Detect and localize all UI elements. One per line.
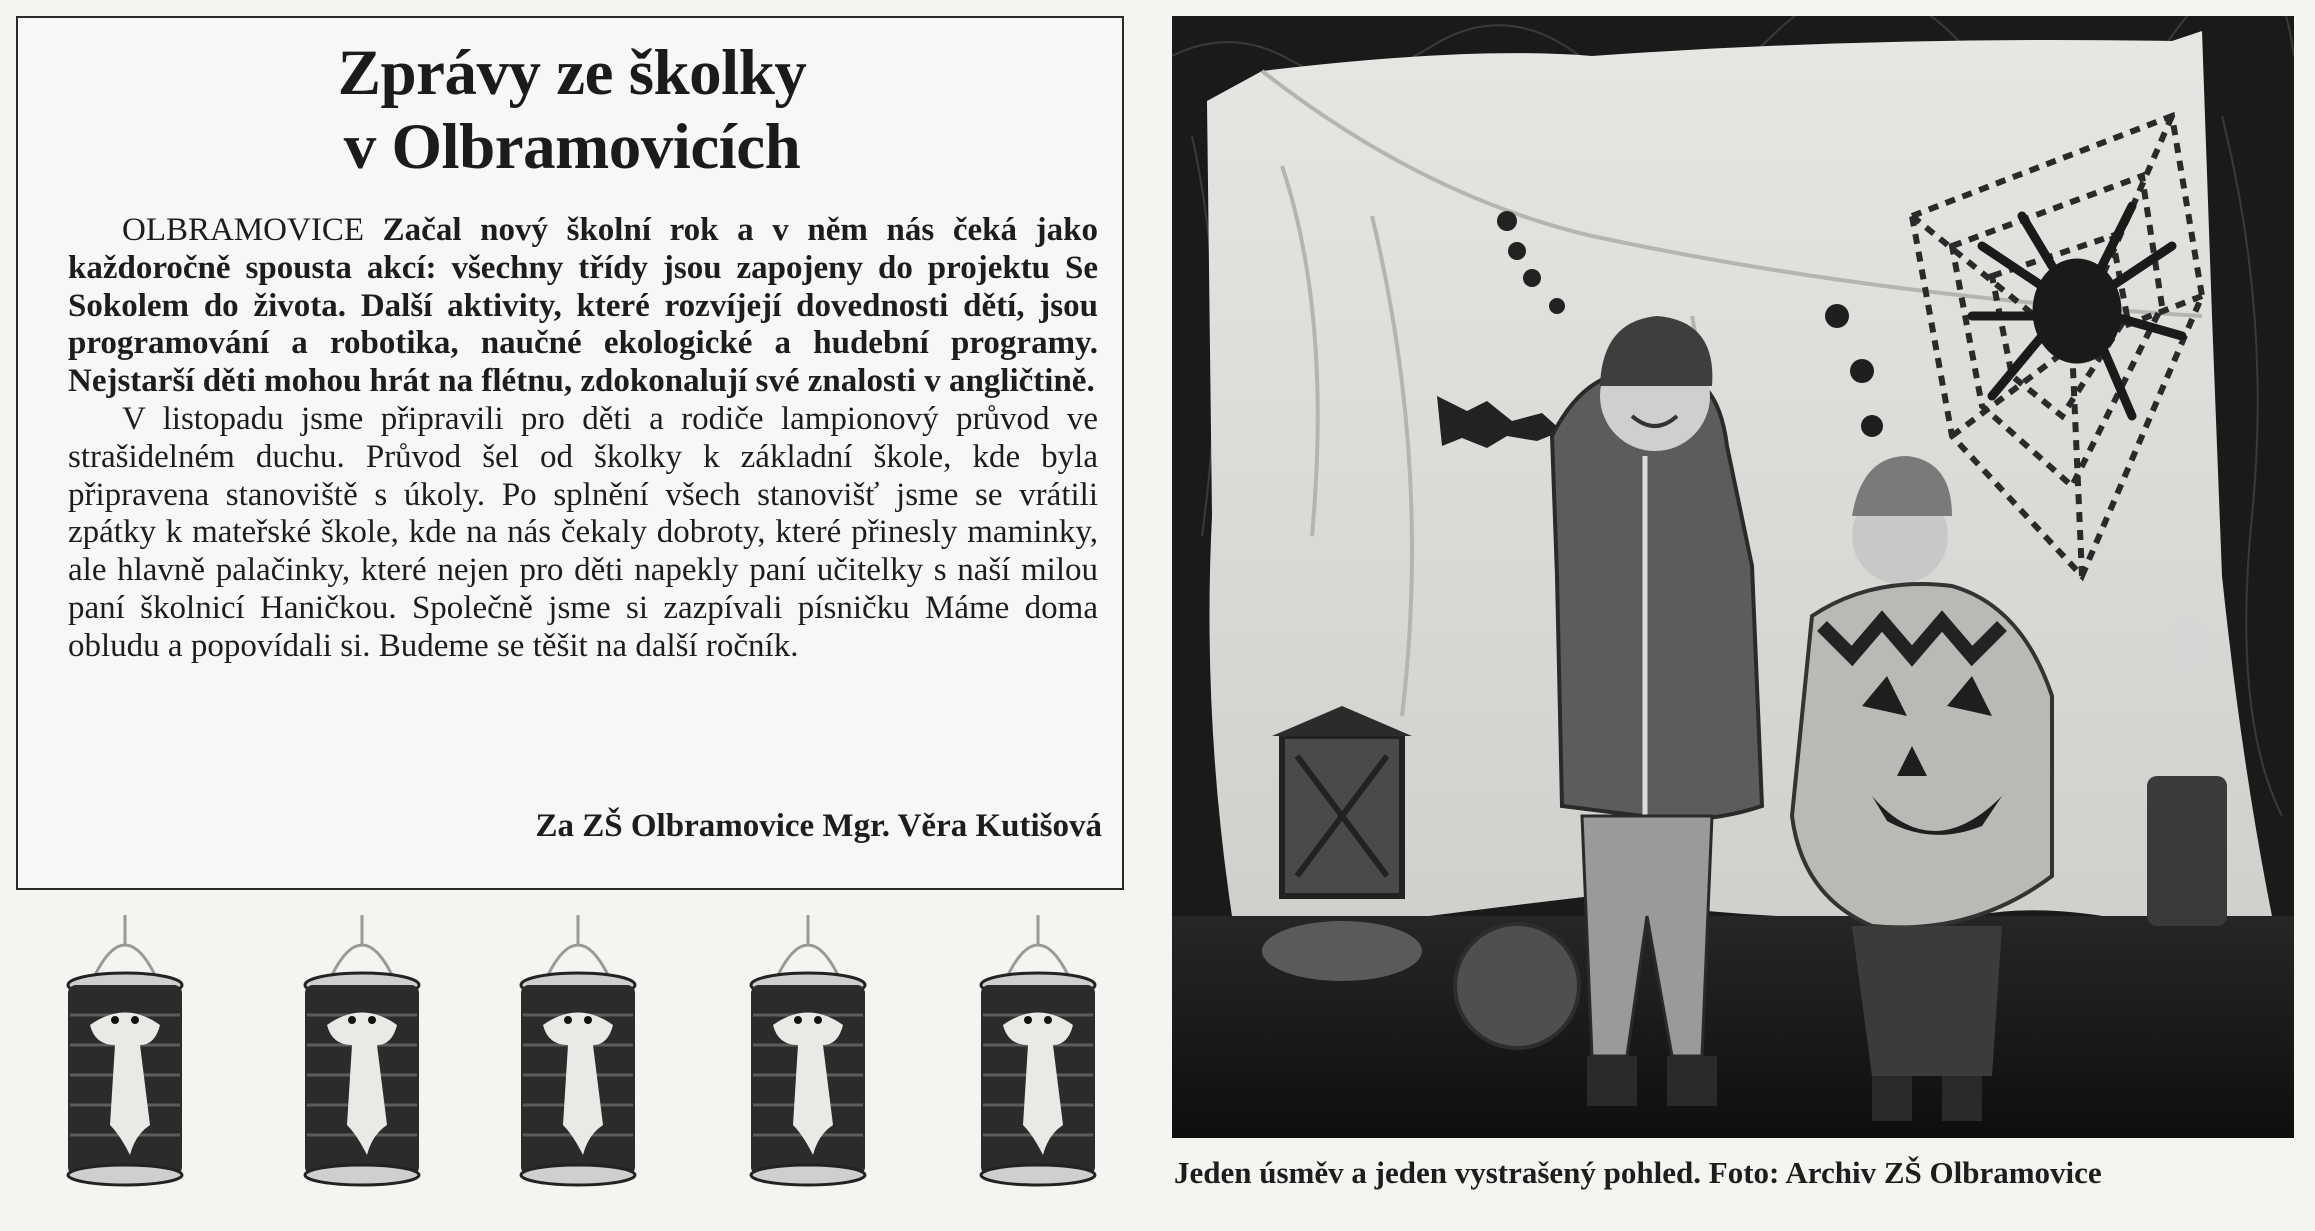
ghost-paper-lantern-icon [973,905,1103,1205]
article-paragraph-1-text: Začal nový školní rok a v něm nás čeká jako každoročně spousta akcí: všechny třídy jsou zapojeny do projektu Se Sokolem do života. Další aktivity, které rozvíjejí dovednosti dětí, jsou programování a robotika, naučné ekologické a hudební programy. Nejstarší děti mohou hrát na flétnu, zdokonalují své znalosti v angličtině. [68,212,1098,400]
ghost-paper-lantern-icon [513,905,643,1205]
photo-illustration [1172,16,2294,1138]
photo-caption: Jeden úsměv a jeden vystrašený pohled. Foto: Archiv ZŠ Olbramovice [1174,1155,2102,1190]
skull-decoration [2169,618,2205,674]
article-paragraph-1 [68,212,1098,401]
ghost-paper-lantern-icon [743,905,873,1205]
article-body [68,212,1098,666]
dateline-town: OLBRAMOVICE [122,212,365,248]
article-photo [1172,16,2294,1138]
article-title-line-1: Zprávy ze školky [337,37,807,109]
article-paragraph-2: V listopadu jsme připravili pro děti a rodiče lampionový průvod ve strašidelném duchu. Průvod šel od školky k základní škole, kde byla připravena stanoviště s úkoly. Po splnění všech stanovišť jsme se vrátili zpátky k mateřské škole, kde na nás čekaly dobroty, které přinesly maminky, ale hlavně palačinky, které nejen pro děti napekly paní učitelky s naší milou paní školnicí Haničkou. Společně jsme si zazpívali písničku Máme doma obludu a popovídali si. Budeme se těšit na další ročník. [68,400,1098,664]
ghost-paper-lantern-icon [60,905,190,1205]
garden-lantern [1262,706,1422,981]
article-signature: Za ZŠ Olbramovice Mgr. Věra Kutišová [535,808,1102,844]
pumpkin [1455,924,1579,1048]
tree-stump [2147,776,2227,926]
article-title [18,36,1126,184]
article-title-line-2: v Olbramovicích [343,111,801,183]
ghost-paper-lantern-icon [297,905,427,1205]
